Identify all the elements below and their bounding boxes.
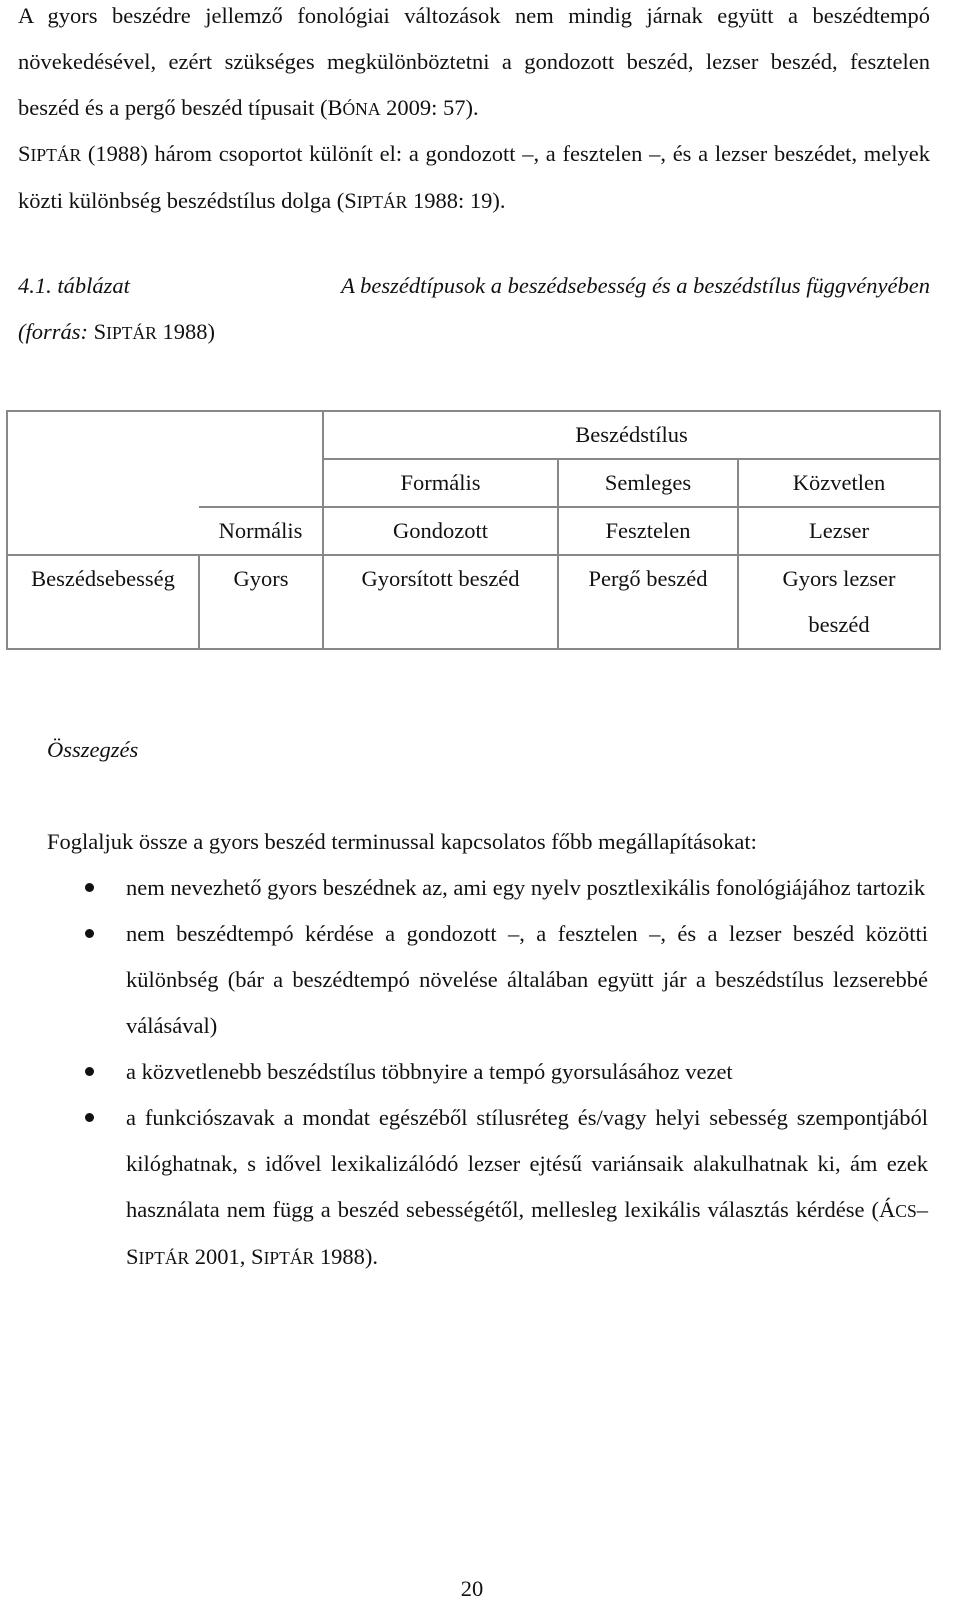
author-initial: S (93, 319, 107, 344)
speed-level: Normális (218, 518, 303, 543)
style-header: Beszédstílus (575, 422, 688, 447)
bullet-icon (85, 1113, 94, 1122)
caption-title: A beszédtípusok a beszédsebesség és a beszédstílus függvényében (341, 273, 930, 298)
table-cell-empty (199, 459, 323, 507)
style-cell (323, 459, 558, 507)
table-cell-empty (7, 411, 199, 459)
paragraph-siptar-text: (1988) három csoportot különít el: a gondozott –, a fesztelen –, és a lezser beszédet, melyek közti különbség beszédstílus dolga ( (18, 141, 930, 213)
summary-heading: Összegzés (47, 737, 139, 762)
bullet-icon (85, 929, 94, 938)
author-smallcaps: IPTÁR (138, 1248, 190, 1268)
style-label: Közvetlen (792, 470, 886, 495)
list-item-text: nem beszédtempó kérdése a gondozott –, a fesztelen –, és a lezser beszéd közötti különbség (bár a beszédtempó növelése általában együtt jár a beszédstílus lezserebbé válásával) (126, 921, 928, 1038)
author-initial: S (126, 1244, 139, 1269)
style-cell (558, 459, 738, 507)
list-item (126, 1049, 928, 1095)
table-row (7, 555, 940, 649)
bullet-icon (85, 883, 94, 892)
table-cell (323, 507, 558, 555)
speech-types-table (6, 410, 941, 650)
speed-level-cell (199, 555, 323, 649)
list-item (126, 911, 928, 1049)
style-header-cell (323, 411, 940, 459)
table-cell (558, 555, 738, 649)
list-item-text: a funkciószavak a mondat egészéből stílusréteg és/vagy helyi sebesség szempontjából kilóghatnak, s idővel lexikalizálódó lezser ejtésű variánsaik alakulhatnak ki, ám ezek használata nem függ a beszéd sebességétől, mellesleg lexikális választás kérdése ( (126, 1105, 928, 1222)
source-year: 1988) (156, 319, 215, 344)
table-cell-empty (7, 507, 199, 555)
page-number: 20 (460, 1576, 484, 1601)
list-item (126, 1095, 928, 1281)
author-initial: B (327, 95, 343, 120)
table-row (7, 507, 940, 555)
author-smallcaps: IPTÁR (30, 145, 82, 165)
table-cell-empty (199, 411, 323, 459)
author-smallcaps: IPTÁR (356, 192, 408, 212)
speech-type: Fesztelen (605, 518, 691, 543)
author-smallcaps: IPTÁR (106, 323, 157, 343)
list-item (126, 865, 928, 911)
caption-number: 4.1. táblázat (18, 273, 130, 298)
speech-type: Pergő beszéd (588, 566, 708, 591)
author-smallcaps: ÓNA (342, 99, 381, 119)
table-cell (558, 507, 738, 555)
paragraph-intro (18, 0, 930, 132)
speed-level-cell (199, 507, 323, 555)
table-row (7, 459, 940, 507)
author-initial: Á (879, 1197, 896, 1222)
list-item-text: a közvetlenebb beszédstílus többnyire a tempó gyorsulásához vezet (126, 1059, 733, 1084)
style-label: Semleges (604, 470, 692, 495)
author-initial: S (18, 141, 31, 166)
table-cell (738, 555, 940, 649)
citation-year: 2001, (189, 1244, 252, 1269)
bullet-icon (85, 1067, 94, 1076)
source-prefix: (forrás: (18, 319, 94, 344)
summary-list (126, 865, 928, 1281)
speed-level: Gyors (233, 566, 289, 591)
author-smallcaps: CS (895, 1201, 917, 1221)
speed-header-cell (7, 555, 199, 649)
speech-type: Gyorsított beszéd (361, 566, 520, 591)
citation-end: 2009: 57). (380, 95, 479, 120)
citation-end: 1988: 19). (407, 188, 506, 213)
table-cell (738, 507, 940, 555)
style-cell (738, 459, 940, 507)
author-dash: – (916, 1197, 928, 1222)
paragraph-siptar (18, 131, 930, 225)
table-caption (18, 263, 930, 356)
author-smallcaps: IPTÁR (263, 1248, 315, 1268)
caption-source (18, 309, 930, 356)
table-cell (323, 555, 558, 649)
style-label: Formális (400, 470, 481, 495)
paragraph-intro-text: A gyors beszédre jellemző fonológiai változások nem mindig járnak együtt a beszédtempó növekedésével, ezért szükséges megkülönböztetni a gondozott beszéd, lezser beszéd, fesztelen beszéd és a pergő beszéd típusait ( (18, 3, 930, 120)
table-cell-empty (7, 459, 199, 507)
table-row (7, 411, 940, 459)
author-initial: S (344, 188, 357, 213)
speed-header: Beszédsebesség (31, 566, 175, 591)
list-item-text: nem nevezhető gyors beszédnek az, ami egy nyelv posztlexikális fonológiájához tartozik (126, 875, 926, 900)
speech-type: Gyors lezser beszéd (782, 566, 896, 637)
speech-type: Lezser (809, 518, 869, 543)
citation-end: 1988). (314, 1244, 378, 1269)
speech-type: Gondozott (393, 518, 488, 543)
summary-intro: Foglaljuk össze a gyors beszéd terminussal kapcsolatos főbb megállapításokat: (47, 829, 757, 854)
caption-line (18, 263, 930, 309)
author-initial: S (251, 1244, 264, 1269)
